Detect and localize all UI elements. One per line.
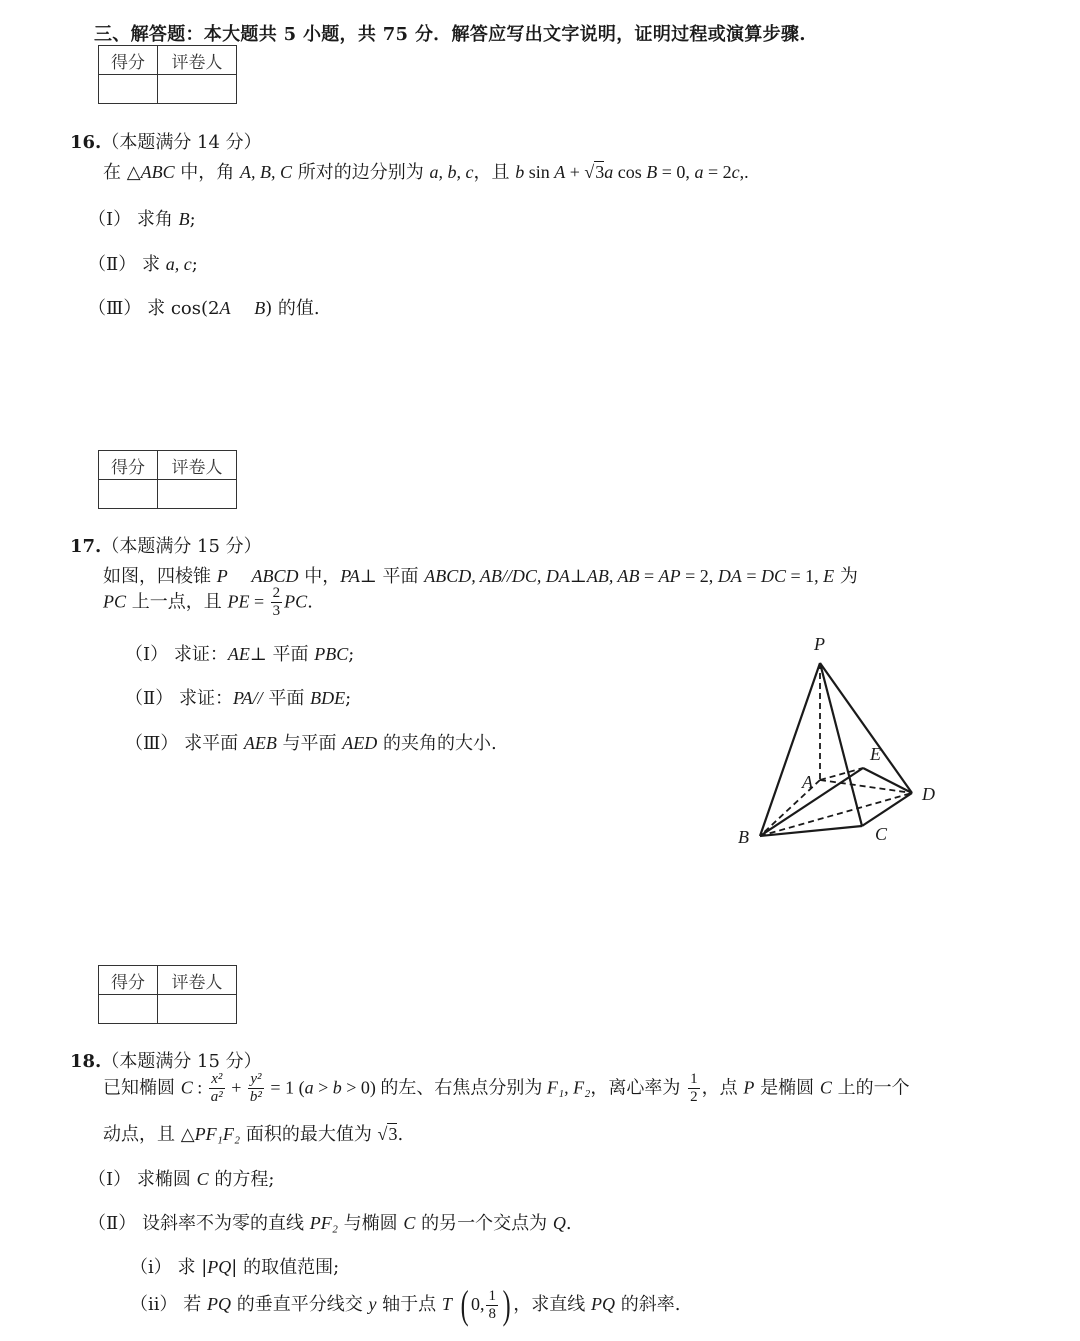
math: PA// bbox=[232, 688, 263, 708]
math: Q bbox=[552, 1213, 566, 1233]
text: ，且 bbox=[473, 162, 516, 183]
math: PQ bbox=[591, 1294, 616, 1314]
math: b bbox=[332, 1077, 342, 1098]
part-label: （Ⅰ） bbox=[88, 209, 132, 230]
q17-number: 17. bbox=[70, 536, 102, 557]
math: A bbox=[219, 298, 231, 318]
text: 动点，且 △ bbox=[103, 1124, 195, 1145]
grader-cell[interactable] bbox=[158, 480, 237, 509]
math: AP bbox=[658, 566, 681, 586]
score-table-3 bbox=[98, 965, 237, 1024]
fraction: $\frac{2}{3}$ bbox=[272, 585, 281, 619]
pyramid-diagram-icon bbox=[730, 628, 970, 858]
text: 平面 bbox=[262, 688, 311, 709]
score-label: 得分 bbox=[99, 966, 158, 995]
math: C bbox=[196, 1169, 209, 1189]
math: a, b, c bbox=[429, 162, 474, 182]
text: 上一点，且 bbox=[126, 591, 228, 613]
math: a bbox=[304, 1077, 314, 1098]
math: AEB bbox=[243, 733, 277, 753]
math: = 2, bbox=[680, 566, 718, 586]
math: + bbox=[226, 1077, 246, 1098]
math: = 2 bbox=[703, 162, 732, 182]
score-table-2 bbox=[98, 450, 237, 509]
part-label: （Ⅱ） bbox=[88, 1213, 137, 1234]
text: 为 bbox=[834, 566, 858, 587]
text: 求椭圆 bbox=[136, 1169, 197, 1190]
math: y bbox=[368, 1294, 377, 1314]
score-cell[interactable] bbox=[99, 75, 158, 104]
label-E: E bbox=[870, 744, 881, 764]
paren: ( bbox=[460, 1282, 469, 1327]
text: 与平面 bbox=[276, 733, 343, 754]
part-label: （Ⅱ） bbox=[125, 688, 174, 709]
q18-number: 18. bbox=[70, 1051, 102, 1072]
math: = 0, bbox=[657, 162, 695, 182]
text: 中， bbox=[298, 566, 341, 587]
math: ,. bbox=[739, 162, 749, 182]
math: E bbox=[823, 566, 835, 586]
q17-part-2 bbox=[125, 684, 351, 710]
q17-part-3 bbox=[125, 729, 497, 755]
grader-label: 评卷人 bbox=[158, 966, 237, 995]
q17-points: （本题满分 15 分） bbox=[101, 536, 262, 557]
label-C: C bbox=[875, 824, 888, 844]
math: P bbox=[743, 1077, 755, 1098]
math: B bbox=[254, 298, 266, 318]
text: 求证： bbox=[173, 644, 228, 665]
math: F₁, F₂ bbox=[546, 1077, 591, 1098]
grader-label: 评卷人 bbox=[158, 451, 237, 480]
q18-points: （本题满分 15 分） bbox=[101, 1051, 262, 1072]
q16-part-3 bbox=[88, 294, 320, 320]
score-cell[interactable] bbox=[99, 995, 158, 1024]
score-cell[interactable] bbox=[99, 480, 158, 509]
fraction: $\frac{1}{8}$ bbox=[488, 1287, 496, 1322]
q16-points: （本题满分 14 分） bbox=[101, 132, 262, 153]
text: . bbox=[397, 1124, 404, 1145]
math: = 1, bbox=[785, 566, 824, 586]
math: C bbox=[180, 1077, 193, 1098]
math: PC bbox=[284, 591, 308, 612]
score-table-1 bbox=[98, 45, 237, 104]
text: ; bbox=[348, 644, 355, 665]
label-D: D bbox=[922, 784, 935, 804]
math: PF₂ bbox=[309, 1213, 338, 1233]
part-label: （Ⅱ） bbox=[88, 254, 137, 275]
math: > bbox=[313, 1077, 333, 1098]
part-label: （Ⅲ） bbox=[125, 733, 179, 754]
text: 中，角 bbox=[174, 162, 241, 183]
text: 求角 bbox=[136, 209, 179, 230]
q18-stem-line1 bbox=[103, 1072, 910, 1105]
q18-stem-line2: 动点，且 △PF₁F₂ 面积的最大值为 √3. bbox=[103, 1124, 404, 1145]
text: ，求直线 bbox=[513, 1294, 592, 1315]
text: > 0) 的左、右焦点分别为 bbox=[341, 1077, 547, 1098]
text: ; bbox=[191, 254, 198, 275]
q16-part-2 bbox=[88, 250, 198, 276]
sqrt: 3 bbox=[595, 162, 605, 182]
text: 已知椭圆 bbox=[103, 1077, 181, 1099]
q18-part-2 bbox=[88, 1209, 572, 1235]
label-A: A bbox=[802, 772, 813, 792]
math: AED bbox=[342, 733, 378, 753]
math: = bbox=[741, 566, 761, 586]
text: 轴于点 bbox=[376, 1294, 442, 1315]
pyramid-figure bbox=[730, 628, 970, 858]
math: P bbox=[216, 566, 228, 586]
q17-heading bbox=[70, 532, 262, 558]
grader-label: 评卷人 bbox=[158, 46, 237, 75]
fraction: $\frac{\text{y²}}{\text{b²}}$ bbox=[249, 1071, 262, 1105]
grader-cell[interactable] bbox=[158, 75, 237, 104]
q18-subpart-ii bbox=[130, 1282, 681, 1327]
q17-stem-line1 bbox=[103, 562, 858, 588]
q18-subpart-i bbox=[130, 1253, 339, 1279]
text: | 的取值范围; bbox=[231, 1257, 340, 1278]
text: 是椭圆 bbox=[754, 1077, 820, 1099]
text: 求平面 bbox=[184, 733, 244, 754]
math: PBC bbox=[314, 644, 349, 664]
math: cos bbox=[613, 162, 647, 182]
text: . bbox=[565, 1213, 572, 1234]
math: PA bbox=[340, 566, 360, 586]
math: = bbox=[249, 591, 269, 612]
text: 设斜率不为零的直线 bbox=[141, 1213, 310, 1234]
text: 如图，四棱锥 bbox=[103, 566, 217, 587]
q18-heading bbox=[70, 1047, 262, 1073]
q16-stem: 在 △ABC 中，角 A, B, C 所对的边分别为 a, b, c，且 b sin A + √3a cos B = 0, a = 2c,. bbox=[103, 162, 749, 183]
math: ABCD, AB//DC, DA⊥AB, AB bbox=[424, 566, 640, 586]
math: A bbox=[554, 162, 566, 182]
text: ; bbox=[189, 209, 196, 230]
q16-number: 16. bbox=[70, 132, 102, 153]
math: A, B, C bbox=[240, 162, 293, 182]
math: PQ bbox=[206, 1294, 231, 1314]
q16-part-1 bbox=[88, 205, 196, 231]
text bbox=[228, 566, 252, 587]
text: 若 bbox=[183, 1294, 207, 1315]
math: BDE bbox=[310, 688, 346, 708]
math: = 1 ( bbox=[265, 1077, 305, 1098]
text: 的夹角的大小. bbox=[377, 733, 497, 754]
math: b bbox=[515, 162, 525, 182]
q17-stem-line2 bbox=[103, 586, 313, 619]
grader-cell[interactable] bbox=[158, 995, 237, 1024]
text: 求 cos(2 bbox=[147, 298, 220, 319]
q16-heading bbox=[70, 128, 262, 154]
score-label: 得分 bbox=[99, 451, 158, 480]
math: = bbox=[639, 566, 659, 586]
text: 上的一个 bbox=[831, 1077, 910, 1099]
math: a bbox=[604, 162, 614, 182]
math: PC bbox=[103, 591, 127, 612]
math: C bbox=[403, 1213, 416, 1233]
math: △ABC bbox=[126, 162, 175, 182]
text: ) 的值. bbox=[265, 298, 320, 319]
text: 的方程; bbox=[208, 1169, 275, 1190]
part-label: （Ⅰ） bbox=[88, 1169, 132, 1190]
q18-part-1 bbox=[88, 1165, 274, 1191]
text: 在 bbox=[103, 162, 121, 183]
q17-part-1 bbox=[125, 640, 354, 666]
text: 求 bbox=[141, 254, 166, 275]
math: PQ bbox=[207, 1257, 232, 1277]
math: c bbox=[731, 162, 740, 182]
math: 0, bbox=[470, 1294, 485, 1314]
text: 的另一个交点为 bbox=[415, 1213, 553, 1234]
text bbox=[230, 298, 254, 319]
math: B bbox=[646, 162, 658, 182]
label-P: P bbox=[814, 634, 825, 654]
text: 求 | bbox=[177, 1257, 208, 1278]
math: DA bbox=[717, 566, 742, 586]
math: + bbox=[565, 162, 585, 182]
label-B: B bbox=[738, 827, 749, 847]
text: 的垂直平分线交 bbox=[230, 1294, 369, 1315]
section-header: 三、解答题：本大题共 5 小题，共 75 分．解答应写出文字说明，证明过程或演算步骤. bbox=[94, 24, 806, 45]
text: ⊥ 平面 bbox=[359, 566, 425, 587]
text: 的斜率. bbox=[615, 1294, 681, 1315]
score-label: 得分 bbox=[99, 46, 158, 75]
text: ; bbox=[345, 688, 352, 709]
math: T bbox=[441, 1294, 452, 1314]
part-label: （Ⅲ） bbox=[88, 298, 142, 319]
text: ，离心率为 bbox=[590, 1077, 687, 1099]
part-label: （i） bbox=[130, 1257, 172, 1278]
fraction: $\frac{1}{2}$ bbox=[690, 1071, 698, 1105]
math: AE bbox=[227, 644, 250, 664]
math: PE bbox=[227, 591, 250, 612]
text: 与椭圆 bbox=[337, 1213, 404, 1234]
text: ，点 bbox=[701, 1077, 744, 1099]
fraction: $\frac{\text{x²}}{\text{a²}}$ bbox=[210, 1071, 223, 1105]
text: . bbox=[307, 591, 313, 613]
text: 面积的最大值为 bbox=[240, 1124, 378, 1145]
sqrt: 3 bbox=[388, 1124, 398, 1144]
text: ⊥ 平面 bbox=[249, 644, 315, 665]
text: 求证： bbox=[178, 688, 233, 709]
math: DC bbox=[760, 566, 786, 586]
paren: ) bbox=[502, 1282, 511, 1327]
math: B bbox=[178, 209, 190, 229]
part-label: （Ⅰ） bbox=[125, 644, 169, 665]
math: PF₁F₂ bbox=[194, 1124, 241, 1144]
part-label: （ii） bbox=[130, 1294, 178, 1315]
math: : bbox=[192, 1077, 207, 1098]
math: a bbox=[694, 162, 704, 182]
math: a, c bbox=[165, 254, 192, 274]
math: ABCD bbox=[251, 566, 299, 586]
math: C bbox=[819, 1077, 832, 1098]
math: sin bbox=[524, 162, 555, 182]
text: 所对的边分别为 bbox=[292, 162, 430, 183]
